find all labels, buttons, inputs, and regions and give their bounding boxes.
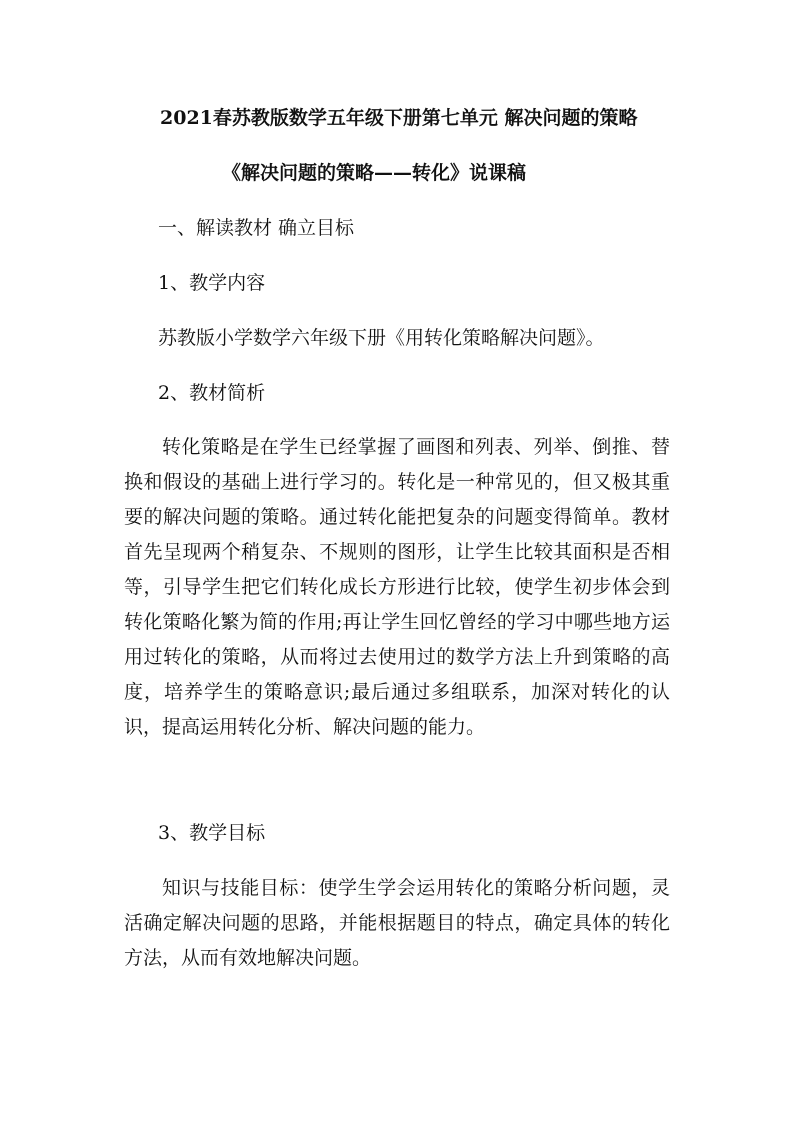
subsection-heading-1: 1、教学内容 bbox=[158, 272, 266, 294]
subsection-text-1: 苏教版小学数学六年级下册《用转化策略解决问题》。 bbox=[158, 327, 605, 349]
subsection-paragraph-3: 知识与技能目标：使学生学会运用转化的策略分析问题，灵活确定解决问题的思路，并能根据题目的特点，确定具体的转化方法，从而有效地解决问题。 bbox=[124, 877, 670, 969]
subsection-heading-3: 3、教学目标 bbox=[158, 822, 266, 844]
document-title: 2021春苏教版数学五年级下册第七单元 解决问题的策略 bbox=[160, 107, 638, 129]
subsection-heading-2: 2、教材简析 bbox=[158, 382, 266, 404]
document-subtitle: 《解决问题的策略——转化》说课稿 bbox=[222, 162, 527, 184]
subsection-paragraph-2: 转化策略是在学生已经掌握了画图和列表、列举、倒推、替换和假设的基础上进行学习的。转化是一种常见的，但又极其重要的解决问题的策略。通过转化能把复杂的问题变得简单。教材首先呈现两个稍复杂、不规则的图形，让学生比较其面积是否相等，引导学生把它们转化成长方形进行比较，使学生初步体会到转化策略化繁为简的作用;再让学生回忆曾经的学习中哪些地方运用过转化的策略，从而将过去使用过的数学方法上升到策略的高度，培养学生的策略意识;最后通过多组联系，加深对转化的认识，提高运用转化分析、解决问题的能力。 bbox=[124, 436, 670, 738]
section-heading-1: 一、解读教材 确立目标 bbox=[158, 217, 355, 239]
